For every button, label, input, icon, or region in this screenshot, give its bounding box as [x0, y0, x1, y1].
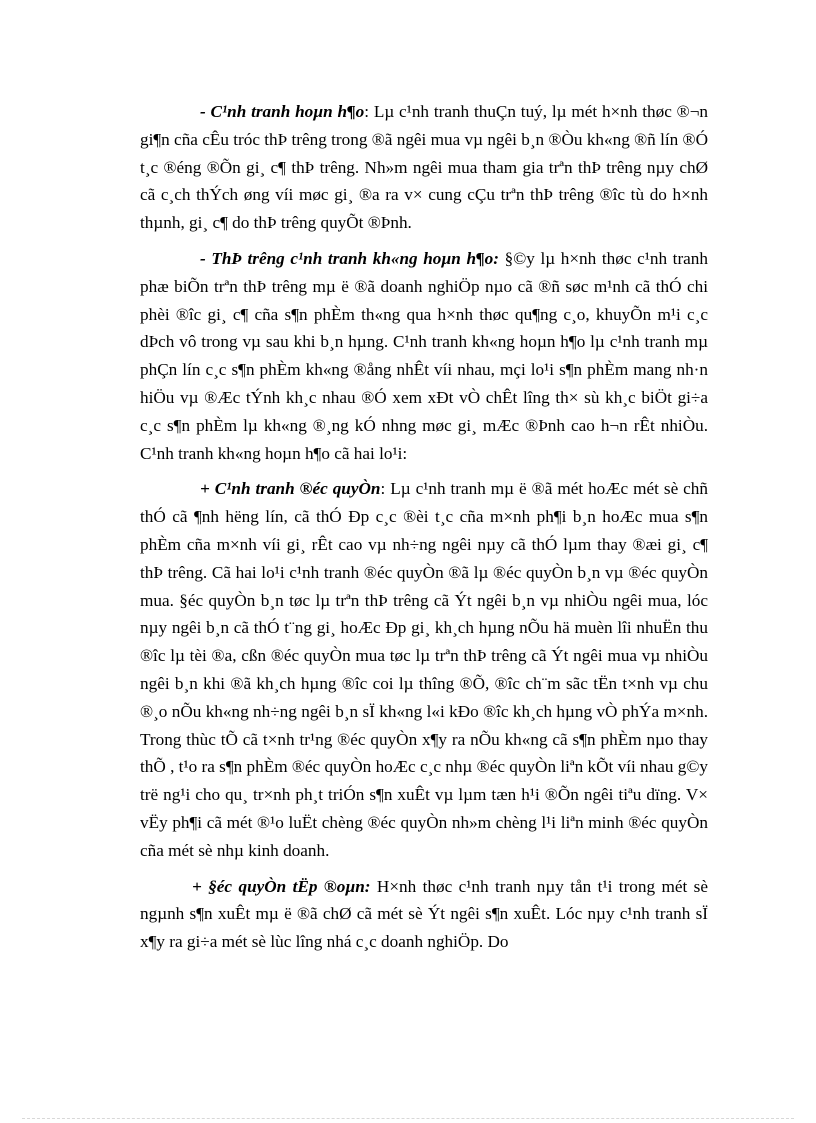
page-bottom-divider: [22, 1118, 794, 1119]
paragraph-text: : Lµ c¹nh tranh mµ ë ®ã mét hoÆc mét sè chñ thÓ cã ¶nh hëng lín, cã thÓ Ðp c¸c ®èi t¸c cña m×nh ph¶i b¸n hoÆc mua s¶n phÈm cña m×nh víi gi¸ rÊt cao vµ nh÷ng ngêi nµy cã thÓ lµm thay ®æi gi¸ c¶ thÞ trêng. Cã hai lo¹i c¹nh tranh ®éc quyÒn ®ã lµ ®éc quyÒn b¸n vµ ®éc quyÒn mua. §éc quyÒn b¸n tøc lµ trªn thÞ trêng cã Ýt ngêi b¸n vµ nhiÒu ngêi mua, lóc nµy ngêi b¸n cã thÓ t¨ng gi¸ hoÆc Ðp gi¸ kh¸ch hµng nÕu hä muèn lîi nhuËn thu ®îc lµ tèi ®a, cßn ®éc quyÒn mua tøc lµ trªn thÞ trêng cã Ýt ngêi mua vµ nhiÒu ngêi b¸n khi ®ã kh¸ch hµng ®îc coi lµ thîng ®Õ, ®îc ch¨m sãc tËn t×nh vµ chu ®¸o nÕu kh«ng nh÷ng ngêi b¸n sÏ kh«ng l«i kÐo ®îc kh¸ch hµng vÒ phÝa m×nh. Trong thùc tÕ cã t×nh tr¹ng ®éc quyÒn x¶y ra nÕu kh«ng cã s¶n phÈm nµo thay thÕ , t¹o ra s¶n phÈm ®éc quyÒn hoÆc c¸c nhµ ®éc quyÒn liªn kÕt víi nhau g©y trë ng¹i cho qu¸ tr×nh ph¸t triÓn s¶n xuÊt vµ lµm tæn h¹i ®Õn ngêi tiªu dïng. V× vËy ph¶i cã mét ®¹o luËt chèng ®éc quyÒn nh»m chèng l¹i liªn minh ®éc quyÒn cña mét sè nhµ kinh doanh.: [140, 479, 708, 860]
paragraph-heading: - ThÞ trêng c¹nh tranh kh«ng hoµn h¶o:: [200, 248, 499, 268]
paragraph-heading: + C¹nh tranh ®éc quyÒn: [200, 479, 381, 499]
paragraph-heading: + §éc quyÒn tËp ®oµn:: [192, 876, 371, 896]
paragraph-oligopoly: [140, 873, 708, 956]
paragraph-text: : Lµ c¹nh tranh thuÇn tuý, lµ mét h×nh thøc ®¬n gi¶n cña cÊu tróc thÞ trêng trong ®ã ngêi mua vµ ngêi b¸n ®Òu kh«ng ®ñ lín ®Ó t¸c ®éng ®Õn gi¸ c¶ thÞ trêng. Nh»m ngêi mua tham gia trªn thÞ trêng nµy chØ cã c¸ch thÝch øng víi møc gi¸ ®a ra v× cung cÇu trªn thÞ trêng ®îc tù do h×nh thµnh, gi¸ c¶ do thÞ trêng quyÕt ®Þnh.: [140, 102, 708, 233]
paragraph-monopoly-competition: [140, 475, 708, 864]
paragraph-text: §©y lµ h×nh thøc c¹nh tranh phæ biÕn trªn thÞ trêng mµ ë ®ã doanh nghiÖp nµo cã ®ñ søc m¹nh cã thÓ chi phèi ®îc gi¸ c¶ cña s¶n phÈm th«ng qua h×nh thøc qu¶ng c¸o, khuyÕn m¹i c¸c dÞch vô trong vµ sau khi b¸n hµng. C¹nh tranh kh«ng hoµn h¶o lµ c¹nh tranh mµ phÇn lín c¸c s¶n phÈm kh«ng ®ång nhÊt víi nhau, mçi lo¹i s¶n phÈm mang nh·n hiÖu vµ ®Æc tÝnh kh¸c nhau ®Ó xem xÐt vÒ chÊt lîng th× sù kh¸c biÖt gi÷a c¸c s¶n phÈm lµ kh«ng ®¸ng kÓ nhng møc gi¸ mÆc ®Þnh cao h¬n rÊt nhiÒu. C¹nh tranh kh«ng hoµn h¶o cã hai lo¹i:: [140, 248, 708, 463]
document-body: [140, 98, 708, 964]
paragraph-heading: - C¹nh tranh hoµn h¶o: [200, 102, 365, 121]
paragraph-text: H×nh thøc c¹nh tranh nµy tån t¹i trong mét sè ngµnh s¶n xuÊt mµ ë ®ã chØ cã mét sè Ýt ngêi s¶n xuÊt. Lóc nµy c¹nh tranh sÏ x¶y ra gi÷a mét sè lùc lîng nhá c¸c doanh nghiÖp. Do: [140, 876, 708, 952]
paragraph-perfect-competition: [140, 98, 708, 237]
paragraph-imperfect-market: [140, 245, 708, 467]
